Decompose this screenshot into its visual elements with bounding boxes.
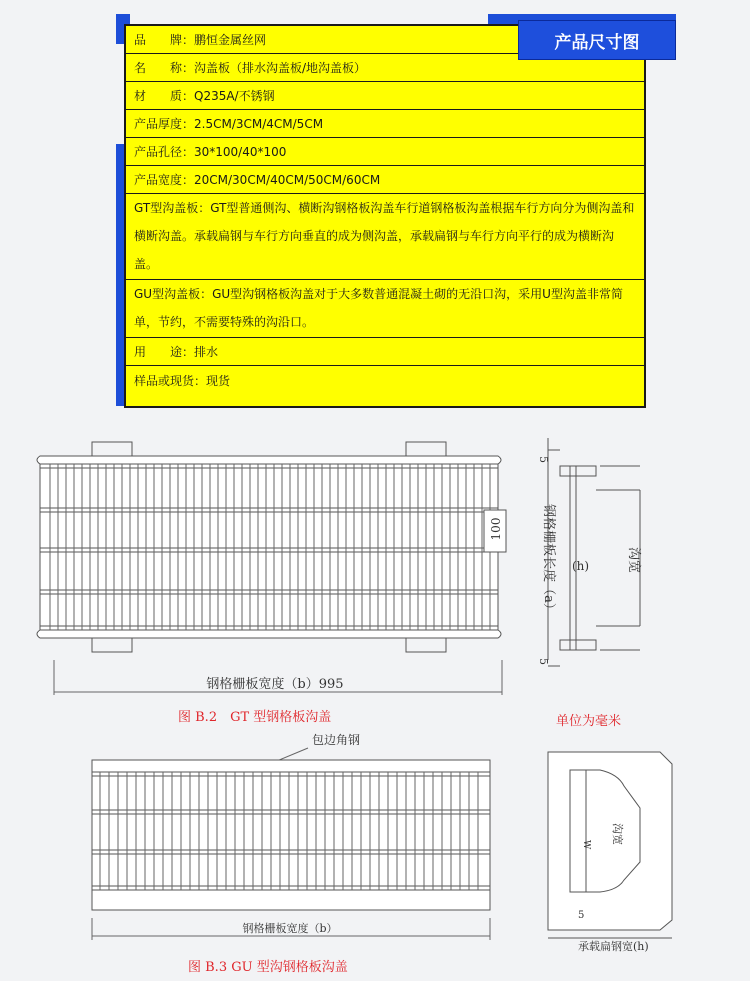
gt-caption: 图 B.2 GT 型钢格板沟盖: [178, 710, 332, 725]
gu-width-label: 钢格栅板宽度（b）: [242, 922, 338, 935]
spec-panel: [116, 14, 676, 404]
spec-stock: 样品或现货：现货: [134, 373, 231, 388]
unit-label: 单位为毫米: [556, 714, 622, 729]
gt-width-label: 钢格栅板宽度（b）995: [206, 677, 344, 692]
spec-thickness: 产品厚度：2.5CM/3CM/4CM/5CM: [126, 110, 644, 138]
gt-grating-diagram: [0, 430, 750, 730]
gt-h-label: (h): [572, 559, 590, 573]
product-size-badge: 产品尺寸图: [518, 20, 676, 60]
gt-length-label: 钢格栅板长度（a）: [541, 504, 556, 616]
spec-gu: GU型沟盖板：GU型沟钢格板沟盖对于大多数普通混凝土砌的无沿口沟，采用U型沟盖非常简单，节约，不需要特殊的沟沿口。: [126, 280, 644, 338]
gt-gou-kuan-label: 沟宽: [626, 546, 641, 574]
spec-hole: 产品孔径：30*100/40*100: [126, 138, 644, 166]
gu-grating-diagram: [0, 730, 750, 960]
spec-brand: 品 牌：鹏恒金属丝网: [126, 26, 644, 54]
gu-caption: 图 B.3 GU 型沟钢格板沟盖: [188, 960, 348, 975]
gu-five-label: 5: [578, 910, 585, 921]
spec-name: 名 称：沟盖板（排水沟盖板/地沟盖板）: [126, 54, 644, 82]
gu-bearing-label: 承载扁钢宽(h): [578, 940, 649, 953]
dim-100-label: 100: [489, 517, 503, 541]
gu-edge-label: 包边角钢: [312, 733, 361, 747]
gt-five-top: 5: [537, 456, 550, 463]
spec-table: [124, 24, 646, 408]
spec-width: 产品宽度：20CM/30CM/40CM/50CM/60CM: [126, 166, 644, 194]
spec-use: 用 途：排水: [126, 338, 644, 366]
spec-gt: GT型沟盖板：GT型普通侧沟、横断沟钢格板沟盖车行道钢格板沟盖根据车行方向分为侧沟盖和横断沟盖。承载扁钢与车行方向垂直的成为侧沟盖，承载扁钢与车行方向平行的成为横断沟盖。: [126, 194, 644, 280]
gu-side-section: [548, 752, 672, 938]
gu-w-label: W: [581, 840, 591, 850]
spec-material: 材 质：Q235A/不锈钢: [126, 82, 644, 110]
gu-grating-outline: [92, 760, 490, 910]
gt-five-bottom: 5: [537, 658, 550, 665]
gt-grating-outline: [37, 442, 501, 652]
gu-gou-kuan-label: 沟宽: [611, 823, 624, 845]
